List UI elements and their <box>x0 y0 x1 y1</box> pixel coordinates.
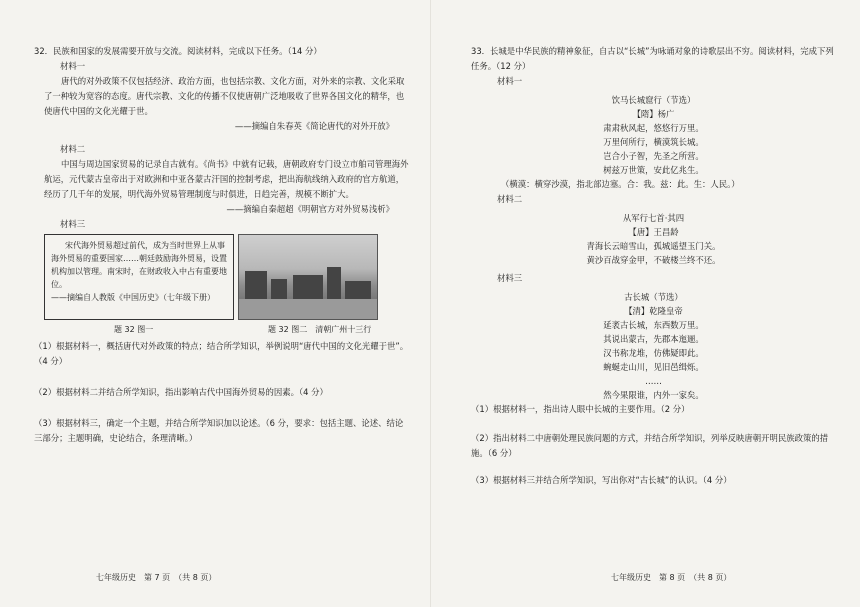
q33-task1: （1）根据材料一，指出诗人眼中长城的主要作用。（2 分） <box>471 404 690 414</box>
poem2-line: 青海长云暗雪山，孤城遥望玉门关。 <box>586 241 721 251</box>
q32-figure1-text: 宋代海外贸易超过前代，成为当时世界上从事海外贸易的重要国家……朝廷鼓励海外贸易，设置机构加以管理。南宋时，在财政收入中占有重要地位。 <box>51 241 227 289</box>
q32-material2-text: 中国与周边国家贸易的记录自古就有。《尚书》中就有记载，唐朝政府专门设立市舶司管理海外航运，元代蒙古皇帝出于对欧洲和中亚各蒙古汗国的控制考虑，把出海航线纳入政府的官方航道，经历了几千年的发展，明代海外贸易管理制度与时俱进，日趋完善，规模不断扩大。 <box>44 159 409 199</box>
q32-material1-source: ——摘编自朱春英《简论唐代的对外开放》 <box>234 121 394 131</box>
q32-caption2: 题 32 图二 清朝广州十三行 <box>268 325 372 334</box>
poem1-author: 【隋】杨广 <box>632 109 675 119</box>
q32-material2-heading: 材料二 <box>60 144 86 154</box>
q33-material1-heading: 材料一 <box>497 76 523 86</box>
q32-material1-text: 唐代的对外政策不仅包括经济、政治方面，也包括宗教、文化方面，对外来的宗教、文化采取了一种较为宽容的态度。唐代宗教、文化的传播不仅使唐朝广泛地吸收了世界各国文化的精华，也使唐代中国的文化光耀于世。 <box>44 76 405 116</box>
q32-caption1: 题 32 图一 <box>114 325 154 334</box>
q33-task3: （3）根据材料三并结合所学知识，写出你对“古长城”的认识。（4 分） <box>471 475 732 485</box>
poem1-line: 树兹万世策，安此亿兆生。 <box>603 165 704 175</box>
page-footer-8: 七年级历史 第 8 页 （共 8 页） <box>611 573 732 582</box>
q32-figures <box>34 234 410 320</box>
poem1-line: 岂合小子智，先圣之所营。 <box>603 151 704 161</box>
poem3-line: 蜿蜒走山川，见旧邑缉烁。 <box>603 362 704 372</box>
poem3-last-line: 然今果限谁，内外一家矣。 <box>603 390 704 400</box>
poem2-line: 黄沙百战穿金甲，不破楼兰终不还。 <box>586 255 721 265</box>
q32-figure1-source: ——摘编自人教版《中国历史》（七年级下册） <box>51 293 215 302</box>
right-page <box>430 0 860 607</box>
poem3-line: 延袤古长城，东西数万里。 <box>603 320 704 330</box>
q32-material3-heading: 材料三 <box>60 219 86 229</box>
poem2-title: 从军行七首·其四 <box>622 213 685 223</box>
q32-material1-heading: 材料一 <box>60 61 86 71</box>
q33-material3-heading: 材料三 <box>497 273 523 283</box>
poem3-line: 汉书称龙堆，仿佛疑即此。 <box>603 348 704 358</box>
q32-material2-source: ——摘编自秦超超《明朝官方对外贸易浅析》 <box>226 204 394 214</box>
q32-task3: （3）根据材料三，确定一个主题，并结合所学知识加以论述。（6 分，要求：包括主题、论述、结论三部分；主题明确，史论结合，条理清晰。） <box>34 418 404 443</box>
page-footer-7: 七年级历史 第 7 页 （共 8 页） <box>96 573 217 582</box>
poem3-title: 古长城（节选） <box>624 292 683 302</box>
poem1-line: 万里何所行，横漠筑长城。 <box>603 137 704 147</box>
q33-task2: （2）指出材料二中唐朝处理民族问题的方式，并结合所学知识，列举反映唐朝开明民族政策的措施。（6 分） <box>471 433 829 458</box>
poem3-author: 【清】乾隆皇帝 <box>624 306 683 316</box>
q32-stem: 32．民族和国家的发展需要开放与交流。阅读材料，完成以下任务。（14 分） <box>34 46 322 56</box>
poem1-title: 饮马长城窟行（节选） <box>611 95 696 105</box>
poem2-author: 【唐】王昌龄 <box>628 227 679 237</box>
poem1-note: （横漠：横穿沙漠，指北部边塞。合：我。兹：此。生：人民。） <box>501 179 740 189</box>
q32-figure1-box <box>44 234 234 320</box>
poem1-line: 肃肃秋风起，悠悠行万里。 <box>603 123 704 133</box>
q32-task1: （1）根据材料一，概括唐代对外政策的特点；结合所学知识，举例说明“唐代中国的文化光耀于世”。（4 分） <box>34 341 409 366</box>
poem3-line: 其说出蒙古，先郡本迤逦。 <box>603 334 704 344</box>
q33-stem: 33．长城是中华民族的精神象征，自古以“长城”为咏诵对象的诗歌层出不穷。阅读材料，完成下列任务。（12 分） <box>471 46 834 71</box>
poem3-ellipsis: …… <box>645 376 662 386</box>
q33-material2-heading: 材料二 <box>497 194 523 204</box>
q32-task2: （2）根据材料二并结合所学知识，指出影响古代中国海外贸易的因素。（4 分） <box>34 387 328 397</box>
q32-captions <box>34 323 410 337</box>
thirteen-hongs-photo <box>238 234 378 320</box>
